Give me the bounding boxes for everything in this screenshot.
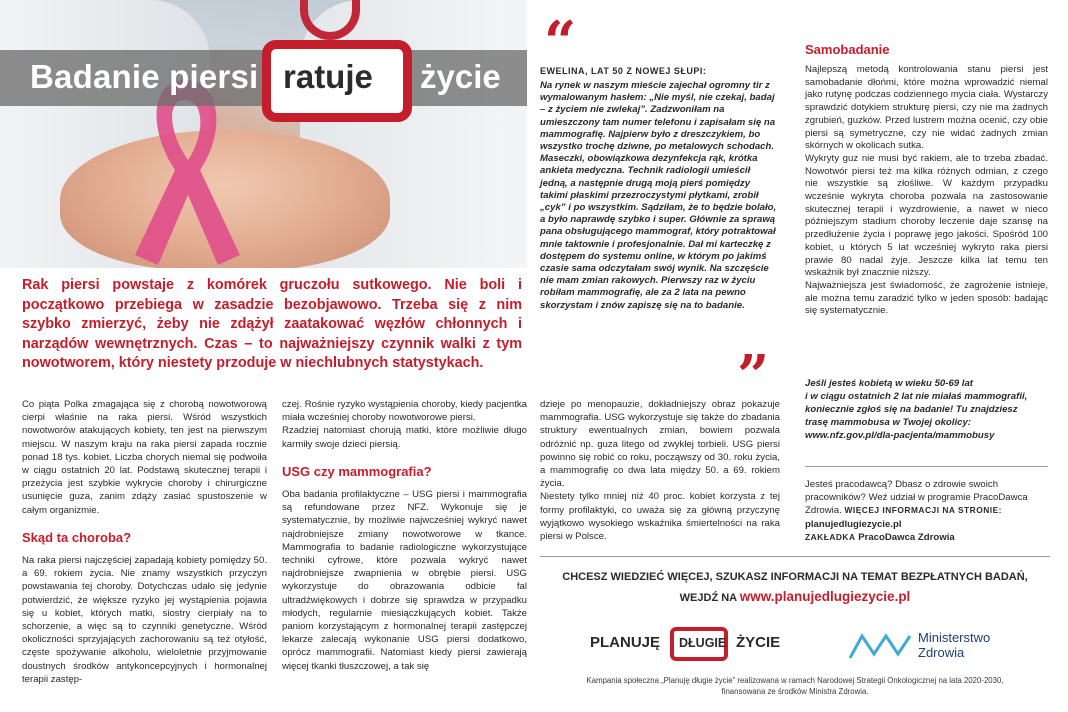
- col2-intro2: Rzadziej natomiast chorują matki, które możliwie długo karmiły swoje dzieci piersią.: [282, 425, 527, 450]
- logo-word-dlugie: DŁUGIE: [679, 636, 727, 650]
- story-text: Na rynek w naszym mieście zajechał ogromny tir z wymalowanym hasłem: „Nie myśl, nie czekaj, badaj – z życiem nie zwlekaj”. Zadzwoniłam na umieszczony tam numer telefonu i zapisałam się na mammografię. Najpierw było z dreszczykiem, bo wszystko trochę dziwne, po metalowych schodach. Maseczki, obowiązkowa dezynfekcja rąk, krótka ankieta medyczna. Technik radiologii umieścił jedną, a następnie drugą moją pierś pomiędzy takimi płaskimi przezroczystymi płytkami, zrobił „cyk” i po wszystkim. Sądziłam, że to będzie bolało, a było naprawdę szybko i super. Głównie za sprawą pana obsługującego mammograf, który potraktował mnie taktownie i profesjonalnie. Dał mi karteczkę z dostępem do systemu online, w którym po jakimś czasie sama odczytałam swój wynik. Na szczęście nie mam zmian rakowych. Pierwszy raz w życiu robiłam mammografię, ale za 2 lata na pewno skorzystam i znów zapiszę się na to badanie.: [540, 80, 777, 311]
- article-column-3: [540, 398, 780, 543]
- quote-close-icon: ”: [737, 343, 770, 409]
- ministry-line-2: Zdrowia: [918, 645, 965, 660]
- cta-line-2: WEJDŹ NA: [679, 592, 737, 604]
- logo-word-zycie: ŻYCIE: [736, 634, 781, 651]
- callout-line-2: i w ciągu ostatnich 2 lat nie miałaś mammografii,: [805, 390, 1028, 402]
- hero-image: [0, 0, 527, 268]
- employer-tab-label: ZAKŁADKA: [805, 531, 856, 542]
- selfexam-p3: Najważniejsza jest świadomość, że zagrożenie istnieje, ale można temu zaradzić tylko w jeden sposób: badając się systematycznie.: [805, 279, 1048, 317]
- col2-heading: USG czy mammografia?: [282, 463, 432, 479]
- employer-more-info-label: WIĘCEJ INFORMACJI NA STRONIE:: [844, 505, 1002, 516]
- title-right: życie: [420, 58, 501, 95]
- lead-paragraph: Rak piersi powstaje z komórek gruczołu sutkowego. Nie boli i początkowo przebiega w zasadzie bezobjawowo. Trzeba się z nim szybko zmierzyć, żeby nie zdążył zaatakować węzłów chłonnych i narządów wewnętrznych. Czas – to najważniejszy czynnik walki z tym nowotworem, który niestety przoduje w niechlubnych statystykach.: [22, 277, 522, 371]
- divider: [540, 556, 1050, 557]
- planuje-dlugie-zycie-logo: [590, 628, 790, 662]
- divider: [805, 466, 1048, 467]
- col2-body: Oba badania profilaktyczne – USG piersi i mammografia są refundowane przez NFZ. Wykonuje się je systematycznie, by możliwie najwcześniej wykryć nawet najdrobniejsze zmiany nowotworowe w tkance. Mammografia to badanie radiologiczne wykorzystujące techniki cyfrowe, które pozwala wykryć nawet najdrobniejsze zwapnienia w obrębie piersi. USG wykorzystuje do obrazowania odbicie fal ultradźwiękowych i dobrze się sprawdza w przypadku młodych, regularnie miesiączkujących kobiet. Także paniom korzystającym z hormonalnej terapii zastępczej lekarze zalecają wykonanie USG piersi dodatkowo, oprócz mammografii. Natomiast kiedy piersi zawierają więcej tkanki tłuszczowej, a tak się: [282, 489, 527, 672]
- selfexam-p2: Wykryty guz nie musi być rakiem, ale to trzeba zbadać. Nowotwór piersi też ma kilka różnych odmian, z czego nie wszystkie są złośliwe. W każdym przypadku wcześnie wykryta choroba pozwala na zastosowanie skutecznej terapii i wyzdrowienie, a nawet w nieco późniejszym stadium choroby leczenie daje szansę na przedłużenie życia i poprawę jego jakości. Spośród 100 kobiet, u których 5 lat wcześniej wykryto raka piersi prawie 80 nadal żyje. Jeszcze kilka lat temu ten wskaźnik był znacznie niższy.: [805, 152, 1048, 279]
- selfexam-p1: Najlepszą metodą kontrolowania stanu piersi jest samobadanie dłońmi, które można wprowadzić niemal jako rutynę podczas codziennego mycia ciała. Wystarczy sprawdzić dotykiem strukturę piersi, czy nie ma żadnych zgrubień, guzków. Przed lustrem można ocenić, czy obie piersi są symetryczne, czy nie widać żadnych zmian skórnych w okolicach sutka.: [805, 64, 1048, 152]
- callout-line-4: trasę mammobusa w Twojej okolicy:: [805, 416, 971, 428]
- col3-body: dzieje po menopauzie, dokładniejszy obraz pokazuje mammografia. USG wykorzystuje się także do zbadania struktury ewentualnych zmian, bowiem pozwala odróżnić np. guza litego od zwykłej torbieli. USG piersi powinno się robić co roku, począwszy od 30. roku życia, a mammografię co dwa lata między 50. a 69. rokiem życia.: [540, 399, 780, 490]
- campaign-footer: [540, 676, 1050, 697]
- logo-word-planuje: PLANUJĘ: [590, 634, 661, 651]
- title-left: Badanie piersi: [30, 58, 259, 95]
- ministry-wave-icon: [848, 630, 912, 662]
- mammobus-link[interactable]: www.nfz.gov.pl/dla-pacjenta/mammobusy: [805, 429, 995, 441]
- employer-tab-name: PracoDawca Zdrowia: [858, 531, 955, 543]
- col1-heading: Skąd ta choroba?: [22, 529, 132, 545]
- callout-line-1: Jeśli jesteś kobietą w wieku 50-69 lat: [805, 378, 973, 389]
- col2-intro: czej. Rośnie ryzyko wystąpienia choroby, kiedy pacjentka miała wcześniej choroby nowotworowe piersi.: [282, 399, 527, 424]
- cta-url-link[interactable]: www.planujedlugiezycie.pl: [739, 589, 911, 604]
- col1-intro: Co piąta Polka zmagająca się z chorobą nowotworową cierpi właśnie na raka piersi. Wśród wszystkich nowotworów atakujących kobiety, ten jest na pierwszym miejscu. W naszym kraju na raka piersi zapada rocznie ponad 18 tys. kobiet. Liczba chorych niemal się podwoiła w ciągu ostatnich 20 lat. Podstawą skutecznej terapii i przeżycia jest szybkie wykrycie choroby i chirurgiczne usunięcie guza, zanim zdąży zasiać spustoszenie w całym organizmie.: [22, 399, 267, 516]
- footer-line-2: finansowana ze środków Ministra Zdrowia.: [721, 686, 869, 696]
- ministry-line-1: Ministerstwo: [918, 630, 991, 645]
- col1-body: Na raka piersi najczęściej zapadają kobiety pomiędzy 50. a 69. rokiem życia. Nie znamy wszystkich przyczyn powstawania tej choroby. Dotychczas udało się jedynie potwierdzić, że większe ryzyko jej wystąpienia pojawia się u kobiet, których matki, siostry cierpiały na to schorzenie, a więc są to czynniki genetyczne. Wśród okoliczności sprzyjających zachorowaniu są też otyłość, częste spożywanie alkoholu, wieloletnie przyjmowanie doustnych środków antykoncepcyjnych i hormonalnej terapii zastęp-: [22, 555, 267, 685]
- callout-line-3: koniecznie zgłoś się na badanie! Tu znajdziesz: [805, 403, 1018, 415]
- footer-line-1: Kampania społeczna „Planuję długie życie” realizowana w ramach Narodowej Strategii Onkologicznej na lata 2020-2030,: [586, 676, 1004, 685]
- mammobus-callout: [805, 378, 1050, 443]
- ministry-of-health-logo: [848, 628, 1048, 664]
- cta-block: [540, 568, 1050, 608]
- article-column-2: [282, 398, 527, 673]
- article-column-1: [22, 398, 267, 686]
- quote-open-icon: “: [544, 9, 577, 75]
- employer-site-link[interactable]: planujedlugiezycie.pl: [805, 518, 902, 530]
- employer-text: Jesteś pracodawcą? Dbasz o zdrowie swoich pracowników? Weź udział w programie PracoDawca Zdrowia.: [805, 479, 1028, 517]
- col3-body2: Niestety tylko mniej niż 40 proc. kobiet korzysta z tej formy profilaktyki, co uważa się za główną przyczynę wyjątkowo wysokiego wskaźnika śmiertelności na raka piersi w Polsce.: [540, 491, 780, 543]
- selfexam-heading: Samobadanie: [805, 42, 890, 57]
- selfexam-text: [805, 64, 1048, 318]
- title-highlight: ratuje: [283, 58, 373, 95]
- cta-line-1: CHCESZ WIEDZIEĆ WIĘCEJ, SZUKASZ INFORMACJI NA TEMAT BEZPŁATNYCH BADAŃ,: [562, 571, 1028, 583]
- employer-box: [805, 478, 1048, 544]
- story-author: EWELINA, LAT 50 Z NOWEJ SŁUPI:: [540, 66, 707, 76]
